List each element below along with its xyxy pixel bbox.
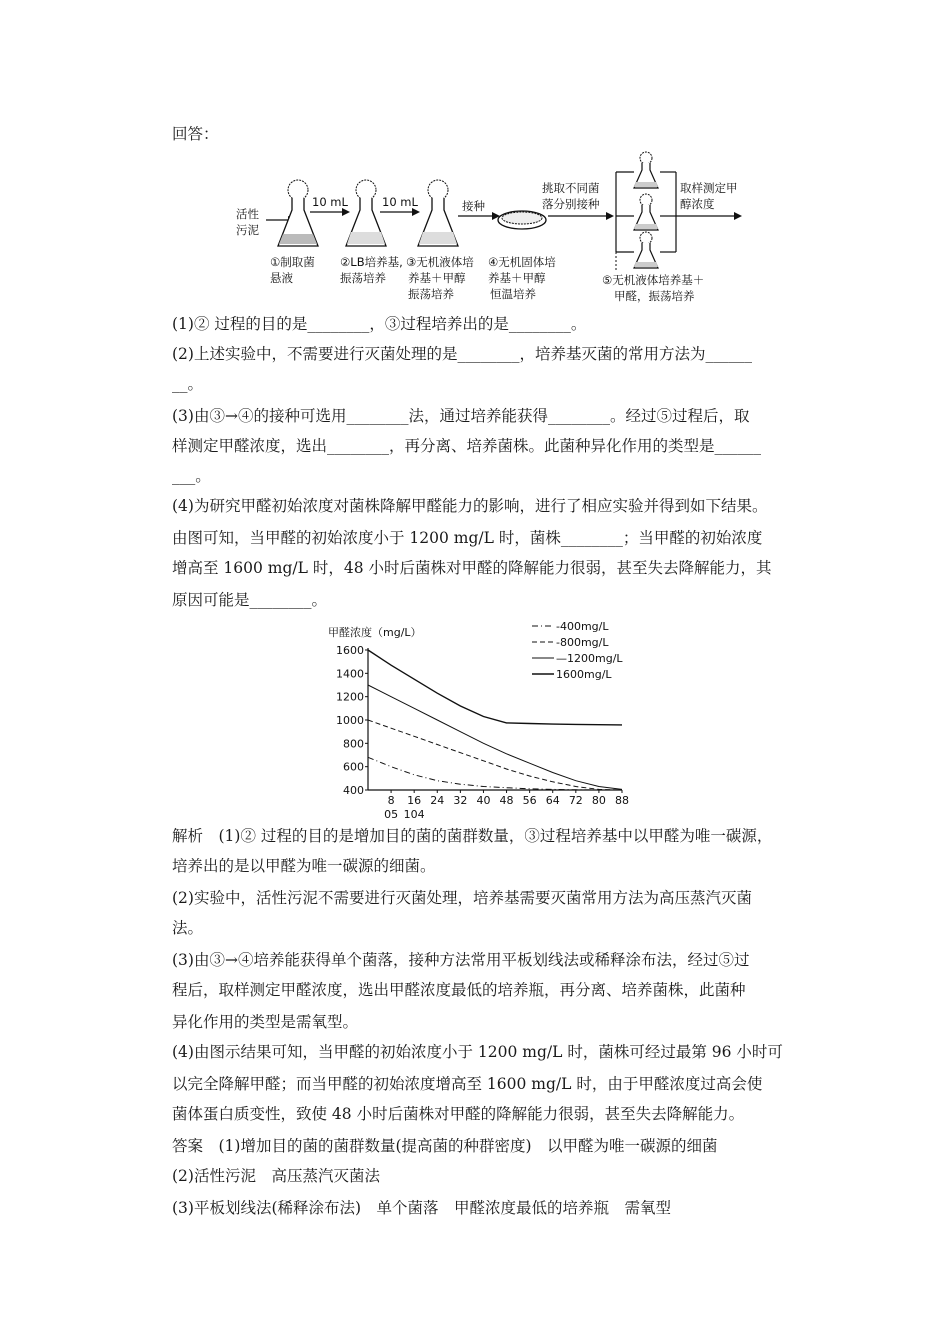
svg-text:①制取菌: ①制取菌 xyxy=(270,255,315,269)
svg-text:醇浓度: 醇浓度 xyxy=(680,197,715,211)
x-tick-label: 88 xyxy=(615,794,629,807)
series-line-1200mg/L xyxy=(368,685,622,789)
step2-label xyxy=(340,255,403,285)
flask-2-icon xyxy=(346,180,386,246)
svg-text:养基＋甲醇: 养基＋甲醇 xyxy=(408,271,466,285)
svg-text:⑤无机液体培养基＋: ⑤无机液体培养基＋ xyxy=(602,273,705,287)
analysis-line-6: 程后，取样测定甲醛浓度，选出甲醛浓度最低的培养瓶，再分离、培养菌株，此菌种 xyxy=(172,981,746,999)
svg-text:恒温培养: 恒温培养 xyxy=(490,287,536,301)
answer-line-1: 答案 (1)增加目的菌的菌群数量(提高菌的种群密度) 以甲醛为唯一碳源的细菌 xyxy=(172,1137,718,1155)
svg-text:③无机液体培: ③无机液体培 xyxy=(406,255,474,269)
prompt-label: 回答： xyxy=(172,125,219,143)
petri-dish-icon xyxy=(498,211,546,229)
question-2-cont: __。 xyxy=(172,375,204,393)
step1-label xyxy=(270,255,315,285)
volume-label-2: 10 mL xyxy=(382,195,418,209)
question-4-cont: 由图可知，当甲醛的初始浓度小于 1200 mg/L 时，菌株________；当甲醛的初始浓度 xyxy=(172,529,763,547)
y-tick-label: 600 xyxy=(343,760,364,774)
volume-label-1: 10 mL xyxy=(312,195,348,209)
formaldehyde-chart xyxy=(322,614,642,824)
svg-text:污泥: 污泥 xyxy=(236,223,259,237)
svg-text:取样测定甲: 取样测定甲 xyxy=(680,181,738,195)
x-tick-label: 64 xyxy=(545,794,560,807)
x-tick-label-row2: 104 xyxy=(403,808,425,821)
svg-text:振荡培养: 振荡培养 xyxy=(340,271,386,285)
flask-5a-icon xyxy=(634,152,658,188)
svg-text:②LB培养基,: ②LB培养基, xyxy=(340,255,403,269)
analysis-line-2: 培养出的是以甲醛为唯一碳源的细菌。 xyxy=(172,857,436,875)
svg-text:活性: 活性 xyxy=(236,207,259,221)
x-tick-label: 8 xyxy=(387,794,395,807)
x-tick-label: 80 xyxy=(591,794,606,807)
question-4-cont-2: 增高至 1600 mg/L 时，48 小时后菌株对甲醛的降解能力很弱，甚至失去降解能力，其 xyxy=(172,559,772,577)
question-4: (4)为研究甲醛初始浓度对菌株降解甲醛能力的影响，进行了相应实验并得到如下结果。 xyxy=(172,497,768,515)
analysis-line-9: 以完全降解甲醛；而当甲醛的初始浓度增高至 1600 mg/L 时，由于甲醛浓度过高会使 xyxy=(172,1075,763,1093)
flask-5b-icon xyxy=(634,194,658,230)
analysis-line-1: 解析 (1)② 过程的目的是增加目的菌的菌群数量，③过程培养基中以甲醛为唯一碳源， xyxy=(172,827,773,845)
svg-text:养基＋甲醇: 养基＋甲醇 xyxy=(488,271,546,285)
analysis-line-3: (2)实验中，活性污泥不需要进行灭菌处理，培养基需要灭菌常用方法为高压蒸汽灭菌 xyxy=(172,889,752,907)
series-line-400mg/L xyxy=(368,757,622,790)
question-4-cont-3: 原因可能是________。 xyxy=(172,591,328,609)
y-tick-label: 1600 xyxy=(336,644,364,657)
svg-text:挑取不同菌: 挑取不同菌 xyxy=(542,181,600,195)
answer-line-2: (2)活性污泥 高压蒸汽灭菌法 xyxy=(172,1167,380,1185)
x-tick-label-row2: 05 xyxy=(384,808,399,821)
x-tick-label: 48 xyxy=(499,794,514,807)
y-tick-label: 1200 xyxy=(336,690,364,704)
x-tick-label: 24 xyxy=(430,794,445,807)
question-2: (2)上述实验中，不需要进行灭菌处理的是________，培养基灭菌的常用方法为______ xyxy=(172,345,752,363)
question-1: (1)② 过程的目的是________，③过程培养出的是________。 xyxy=(172,315,587,333)
experiment-flow-diagram xyxy=(230,148,750,308)
legend-label: -400mg/L xyxy=(556,620,609,633)
legend-label: —1200mg/L xyxy=(556,652,623,665)
sludge-label xyxy=(236,207,259,237)
svg-text:④无机固体培: ④无机固体培 xyxy=(488,255,556,269)
analysis-line-8: (4)由图示结果可知，当甲醛的初始浓度小于 1200 mg/L 时，菌株可经过最第 96 小时可 xyxy=(172,1043,783,1061)
legend-label: 1600mg/L xyxy=(556,668,612,681)
y-tick-label: 1000 xyxy=(336,714,364,727)
y-tick-label: 1400 xyxy=(336,667,364,681)
svg-text:振荡培养: 振荡培养 xyxy=(408,287,454,301)
question-3: (3)由③→④的接种可选用________法，通过培养能获得________。经过⑤过程后，取 xyxy=(172,407,750,425)
measure-label xyxy=(680,181,738,211)
answer-line-3: (3)平板划线法(稀释涂布法) 单个菌落 甲醛浓度最低的培养瓶 需氧型 xyxy=(172,1199,672,1217)
x-tick-label: 16 xyxy=(407,794,422,807)
svg-text:落分别接种: 落分别接种 xyxy=(542,197,600,211)
flask-1-icon xyxy=(278,180,318,246)
analysis-line-4: 法。 xyxy=(172,919,204,937)
legend-label: -800mg/L xyxy=(556,636,609,649)
flask-5c-icon xyxy=(634,232,658,268)
step4-label xyxy=(488,255,556,301)
inoculate-label: 接种 xyxy=(462,199,485,213)
x-tick-label: 72 xyxy=(568,794,583,807)
question-3-cont: 样测定甲醛浓度，选出________，再分离、培养菌株。此菌种异化作用的类型是______ xyxy=(172,437,762,455)
y-tick-label: 400 xyxy=(343,784,364,797)
flask-3-icon xyxy=(418,180,458,246)
series-line-800mg/L xyxy=(368,720,622,790)
step3-label xyxy=(406,255,474,301)
analysis-line-5: (3)由③→④培养能获得单个菌落，接种方法常用平板划线法或稀释涂布法，经过⑤过 xyxy=(172,951,750,969)
svg-text:甲醛，振荡培养: 甲醛，振荡培养 xyxy=(614,289,695,303)
x-tick-label: 32 xyxy=(453,794,468,807)
pick-colonies-label xyxy=(542,181,600,211)
analysis-line-7: 异化作用的类型是需氧型。 xyxy=(172,1013,359,1031)
step5-label xyxy=(602,273,704,303)
y-tick-label: 800 xyxy=(343,737,364,751)
x-tick-label: 40 xyxy=(476,794,491,807)
x-tick-label: 56 xyxy=(522,794,537,807)
chart-ylabel: 甲醛浓度（mg/L） xyxy=(328,626,422,639)
analysis-line-10: 菌体蛋白质变性，致使 48 小时后菌株对甲醛的降解能力很弱，甚至失去降解能力。 xyxy=(172,1105,745,1123)
svg-text:悬液: 悬液 xyxy=(270,271,293,285)
question-3-cont-2: ___。 xyxy=(172,467,211,485)
